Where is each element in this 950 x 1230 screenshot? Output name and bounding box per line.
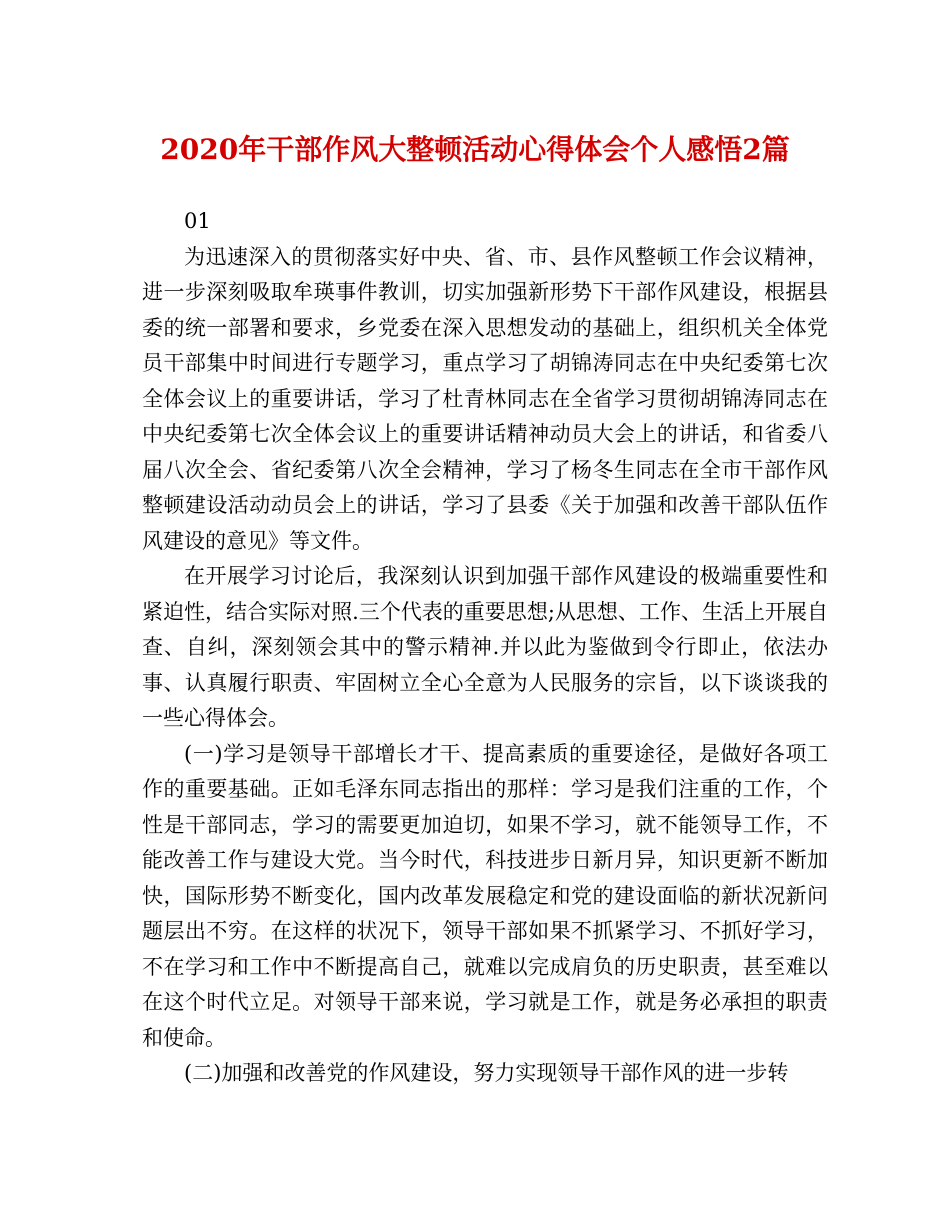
document-title: 2020年干部作风大整顿活动心得体会个人感悟2篇 [160, 133, 790, 166]
paragraph-2: 在开展学习讨论后，我深刻认识到加强干部作风建设的极端重要性和紧迫性，结合实际对照.三个代表的重要思想;从思想、工作、生活上开展自查、自纠，深刻领会其中的警示精神.并以此为鉴做到令行即止，依法办事、认真履行职责、牢固树立全心全意为人民服务的宗旨，以下谈谈我的一些心得体会。 [142, 564, 828, 730]
document-body [142, 204, 828, 1092]
paragraph-4: (二)加强和改善党的作风建设，努力实现领导干部作风的进一步转 [184, 1061, 789, 1085]
paragraph-1: 为迅速深入的贯彻落实好中央、省、市、县作风整顿工作会议精神，进一步深刻吸取牟瑛事件教训，切实加强新形势下干部作风建设，根据县委的统一部署和要求，乡党委在深入思想发动的基础上，组织机关全体党员干部集中时间进行专题学习，重点学习了胡锦涛同志在中央纪委第七次全体会议上的重要讲话，学习了杜青林同志在全省学习贯彻胡锦涛同志在中央纪委第七次全体会议上的重要讲话精神动员大会上的讲话，和省委八届八次全会、省纪委第八次全会精神，学习了杨冬生同志在全市干部作风整顿建设活动动员会上的讲话，学习了县委《关于加强和改善干部队伍作风建设的意见》等文件。 [142, 244, 828, 553]
paragraph-3: (一)学习是领导干部增长才干、提高素质的重要途径，是做好各项工作的重要基础。正如毛泽东同志指出的那样：学习是我们注重的工作，个性是干部同志，学习的需要更加迫切，如果不学习，就不能领导工作，不能改善工作与建设大党。当今时代，科技进步日新月异，知识更新不断加快，国际形势不断变化，国内改革发展稳定和党的建设面临的新状况新问题层出不穷。在这样的状况下，领导干部如果不抓紧学习、不抓好学习，不在学习和工作中不断提高自己，就难以完成肩负的历史职责，甚至难以在这个时代立足。对领导干部来说，学习就是工作，就是务必承担的职责和使命。 [142, 741, 828, 1050]
section-number: 01 [184, 209, 211, 233]
